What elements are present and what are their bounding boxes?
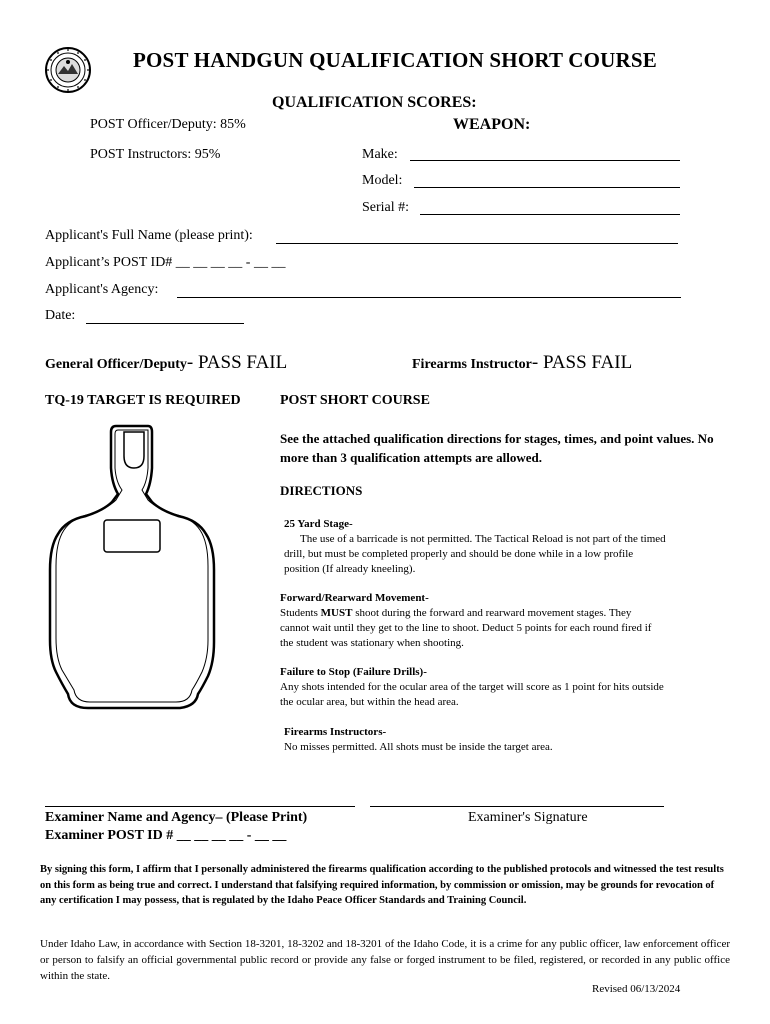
course-intro: See the attached qualification directions for stages, times, and point values. No more than 3 qualification attempts are allowed.: [280, 431, 714, 465]
applicant-name-label: Applicant's Full Name (please print):: [45, 228, 253, 243]
general-result: [45, 352, 287, 374]
instructor-result-label: Firearms Instructor: [412, 357, 532, 372]
stage2-line1-a: Students: [280, 607, 321, 619]
stage2-title: Forward/Rearward Movement-: [280, 592, 429, 604]
examiner-name-label: Examiner Name and Agency– (Please Print): [45, 810, 308, 825]
examiner-signature-label: Examiner's Signature: [468, 810, 588, 825]
stage2-line1: [280, 607, 631, 619]
stage1-line3: position (If already kneeling).: [284, 563, 416, 575]
applicant-name-field[interactable]: [276, 243, 678, 244]
examiner-post-id-label: Examiner POST ID # __ __ __ __ - __ __: [45, 828, 287, 843]
stage4-line1: No misses permitted. All shots must be inside the target area.: [284, 741, 553, 753]
serial-label: Serial #:: [362, 200, 410, 215]
stage3-title: Failure to Stop (Failure Drills)-: [280, 666, 427, 678]
revised-date: Revised 06/13/2024: [592, 983, 681, 995]
applicant-post-id-label: Applicant’s POST ID# __ __ __ __ - __ __: [45, 255, 286, 270]
stage2-line2: cannot wait until they get to the line to shoot. Deduct 5 points for each round fired if: [280, 622, 652, 634]
serial-field[interactable]: [420, 214, 680, 215]
examiner-signature-field[interactable]: [370, 806, 664, 807]
stage2-line1-c: shoot during the forward and rearward movement stages. They: [352, 607, 632, 619]
stage1-line1: The use of a barricade is not permitted. The Tactical Reload is not part of the timed: [300, 533, 666, 545]
stage3-line1: Any shots intended for the ocular area of the target will score as 1 point for hits outside: [280, 681, 664, 693]
affirmation-text: By signing this form, I affirm that I personally administered the firearms qualification according to the published protocols and witnessed the test results on this form as being true and correct. I understand that falsifying required information, by commission or omission, may be grounds for revocation of any certification I may possess, that is regulated by the Idaho Peace Officer Standards and Training Council.: [40, 864, 724, 906]
stage1-title: 25 Yard Stage-: [284, 518, 353, 530]
make-label: Make:: [362, 147, 398, 162]
target-requirement: TQ-19 TARGET IS REQUIRED: [45, 393, 241, 408]
model-label: Model:: [362, 173, 403, 188]
make-field[interactable]: [410, 160, 680, 161]
tq19-target-icon: [48, 422, 218, 714]
weapon-heading: WEAPON:: [453, 116, 531, 133]
instructor-pass-fail[interactable]: - PASS FAIL: [531, 352, 633, 373]
page-title: POST HANDGUN QUALIFICATION SHORT COURSE: [133, 48, 657, 72]
officer-score: POST Officer/Deputy: 85%: [90, 117, 246, 132]
stage3-line2: the ocular area, but within the head area.: [280, 696, 459, 708]
stage4-title: Firearms Instructors-: [284, 726, 387, 738]
general-result-label: General Officer/Deputy: [45, 357, 187, 372]
applicant-agency-field[interactable]: [177, 297, 681, 298]
model-field[interactable]: [414, 187, 680, 188]
date-label: Date:: [45, 308, 76, 323]
stage1-line2: drill, but must be completed properly and should be done while in a low profile: [284, 548, 634, 560]
directions-heading: DIRECTIONS: [280, 483, 363, 498]
instructor-score: POST Instructors: 95%: [90, 147, 221, 162]
scores-heading: QUALIFICATION SCORES:: [272, 94, 477, 111]
law-notice: Under Idaho Law, in accordance with Section 18-3201, 18-3202 and 18-3201 of the Idaho Code, it is a crime for any public officer, law enforcement officer or person to falsify an official governmental public record or provide any false or forged instrument to be filed, registered, or recorded in any public office within the state.: [40, 938, 730, 982]
date-field[interactable]: [86, 323, 244, 324]
instructor-result: [412, 352, 632, 374]
applicant-agency-label: Applicant's Agency:: [45, 282, 159, 297]
stage2-line1-must: MUST: [320, 607, 353, 619]
course-heading: POST SHORT COURSE: [280, 393, 430, 408]
general-pass-fail[interactable]: - PASS FAIL: [186, 352, 288, 373]
examiner-name-field[interactable]: [45, 806, 355, 807]
stage2-line3: the student was stationary when shooting.: [280, 637, 464, 649]
post-seal-logo: [44, 46, 92, 94]
